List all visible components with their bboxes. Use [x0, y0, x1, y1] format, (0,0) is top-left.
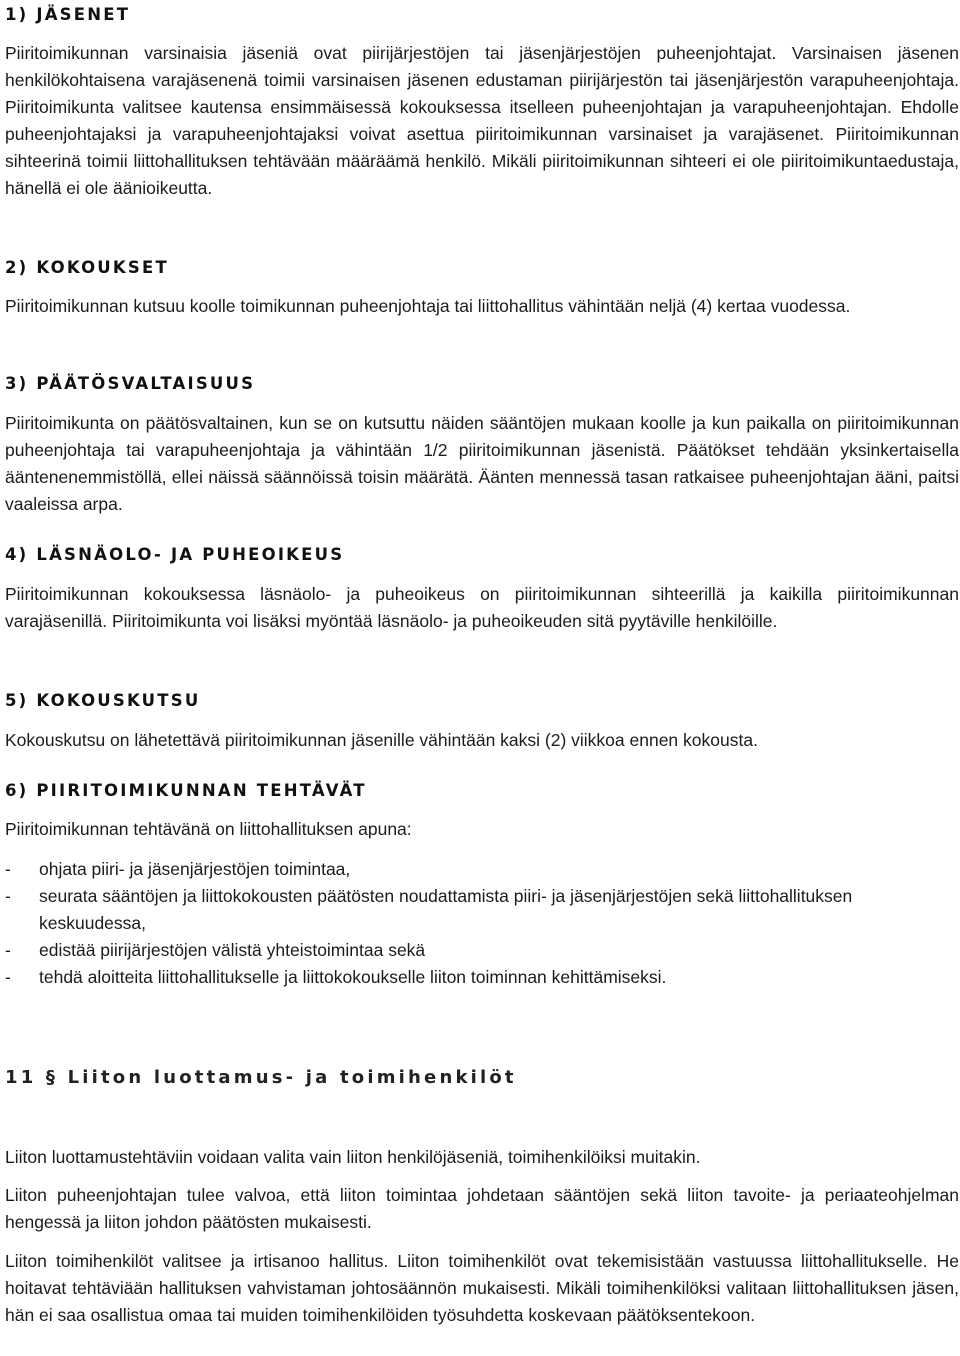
list-marker: -	[5, 859, 11, 879]
section-heading-jasenet: 1) JÄSENET	[5, 5, 131, 24]
tasks-list	[5, 856, 905, 991]
chapter-paragraph-1: Liiton luottamustehtäviin voidaan valita vain liiton henkilöjäseniä, toimihenkilöiksi muitakin.	[5, 1147, 701, 1167]
list-item	[5, 964, 905, 991]
section-heading-kokoukset: 2) KOKOUKSET	[5, 258, 169, 277]
list-item	[5, 883, 905, 937]
list-item-text: seurata sääntöjen ja liittokokousten päätösten noudattamista piiri- ja jäsenjärjestöjen sekä liittohallituksen keskuudessa,	[39, 886, 853, 933]
section-paragraph-jasenet: Piiritoimikunnan varsinaisia jäseniä ovat piirijärjestöjen tai jäsenjärjestöjen puheenjohtajat. Varsinaisen jäsenen henkilökohtaisena varajäsenenä toimii varsinaisen jäsenen edustaman piirijärjestön tai jäsenjärjestön varapuheenjohtaja. Piiritoimikunta valitsee kautensa ensimmäisessä kokouksessa itselleen puheenjohtajan ja varapuheenjohtajan. Ehdolle puheenjohtajaksi ja varapuheenjohtajaksi voivat asettua piiritoimikunnan varsinaiset ja varajäsenet. Piiritoimikunnan sihteerinä toimii liittohallituksen tehtävään määräämä henkilö. Mikäli piiritoimikunnan sihteeri ei ole piiritoimikuntaedustaja, hänellä ei ole äänioikeutta.	[5, 43, 959, 198]
list-item-text: ohjata piiri- ja jäsenjärjestöjen toimintaa,	[39, 859, 351, 879]
chapter-paragraph-3: Liiton toimihenkilöt valitsee ja irtisanoo hallitus. Liiton toimihenkilöt ovat tekemisistään vastuussa liittohallitukselle. He hoitavat tehtäviään hallituksen vahvistaman johtosäännön mukaisesti. Mikäli toimihenkilöksi valitaan liittohallituksen jäsen, hän ei saa osallistua omaa tai muiden toimihenkilöiden työsuhdetta koskevaan päätöksentekoon.	[5, 1251, 959, 1325]
list-marker: -	[5, 940, 11, 960]
section-heading-paatosvaltaisuus: 3) PÄÄTÖSVALTAISUUS	[5, 374, 256, 393]
list-item	[5, 937, 905, 964]
chapter-title: 11 § Liiton luottamus- ja toimihenkilöt	[5, 1067, 517, 1088]
section-paragraph-lasnaolo: Piiritoimikunnan kokouksessa läsnäolo- ja puheoikeus on piiritoimikunnan sihteerillä ja kaikilla piiritoimikunnan varajäsenillä. Piiritoimikunta voi lisäksi myöntää läsnäolo- ja puheoikeuden sitä pyytäville henkilöille.	[5, 584, 959, 631]
section-heading-tehtavat: 6) PIIRITOIMIKUNNAN TEHTÄVÄT	[5, 781, 367, 800]
list-item-text: edistää piirijärjestöjen välistä yhteistoimintaa sekä	[39, 940, 426, 960]
section-paragraph-kokouskutsu: Kokouskutsu on lähetettävä piiritoimikunnan jäsenille vähintään kaksi (2) viikkoa ennen kokousta.	[5, 730, 758, 750]
section-paragraph-tehtavat: Piiritoimikunnan tehtävänä on liittohallituksen apuna:	[5, 819, 412, 839]
list-item-text: tehdä aloitteita liittohallitukselle ja liittokokoukselle liiton toiminnan kehittämiseksi.	[39, 967, 667, 987]
list-item	[5, 856, 905, 883]
section-heading-lasnaolo: 4) LÄSNÄOLO- JA PUHEOIKEUS	[5, 545, 345, 564]
section-paragraph-kokoukset: Piiritoimikunnan kutsuu koolle toimikunnan puheenjohtaja tai liittohallitus vähintään neljä (4) kertaa vuodessa.	[5, 296, 851, 316]
section-heading-kokouskutsu: 5) KOKOUSKUTSU	[5, 691, 201, 710]
list-marker: -	[5, 967, 11, 987]
list-marker: -	[5, 886, 11, 906]
chapter-paragraph-2: Liiton puheenjohtajan tulee valvoa, että liiton toimintaa johdetaan sääntöjen sekä liiton tavoite- ja periaateohjelman hengessä ja liiton johdon päätösten mukaisesti.	[5, 1185, 959, 1232]
section-paragraph-paatosvaltaisuus: Piiritoimikunta on päätösvaltainen, kun se on kutsuttu näiden sääntöjen mukaan koolle ja kun paikalla on piiritoimikunnan puheenjohtaja tai varapuheenjohtaja ja vähintään 1/2 piiritoimikunnan jäsenistä. Päätökset tehdään yksinkertaisella ääntenenemmistöllä, ellei näissä säännöissä toisin määrätä. Äänten mennessä tasan ratkaisee puheenjohtajan ääni, paitsi vaaleissa arpa.	[5, 413, 959, 514]
